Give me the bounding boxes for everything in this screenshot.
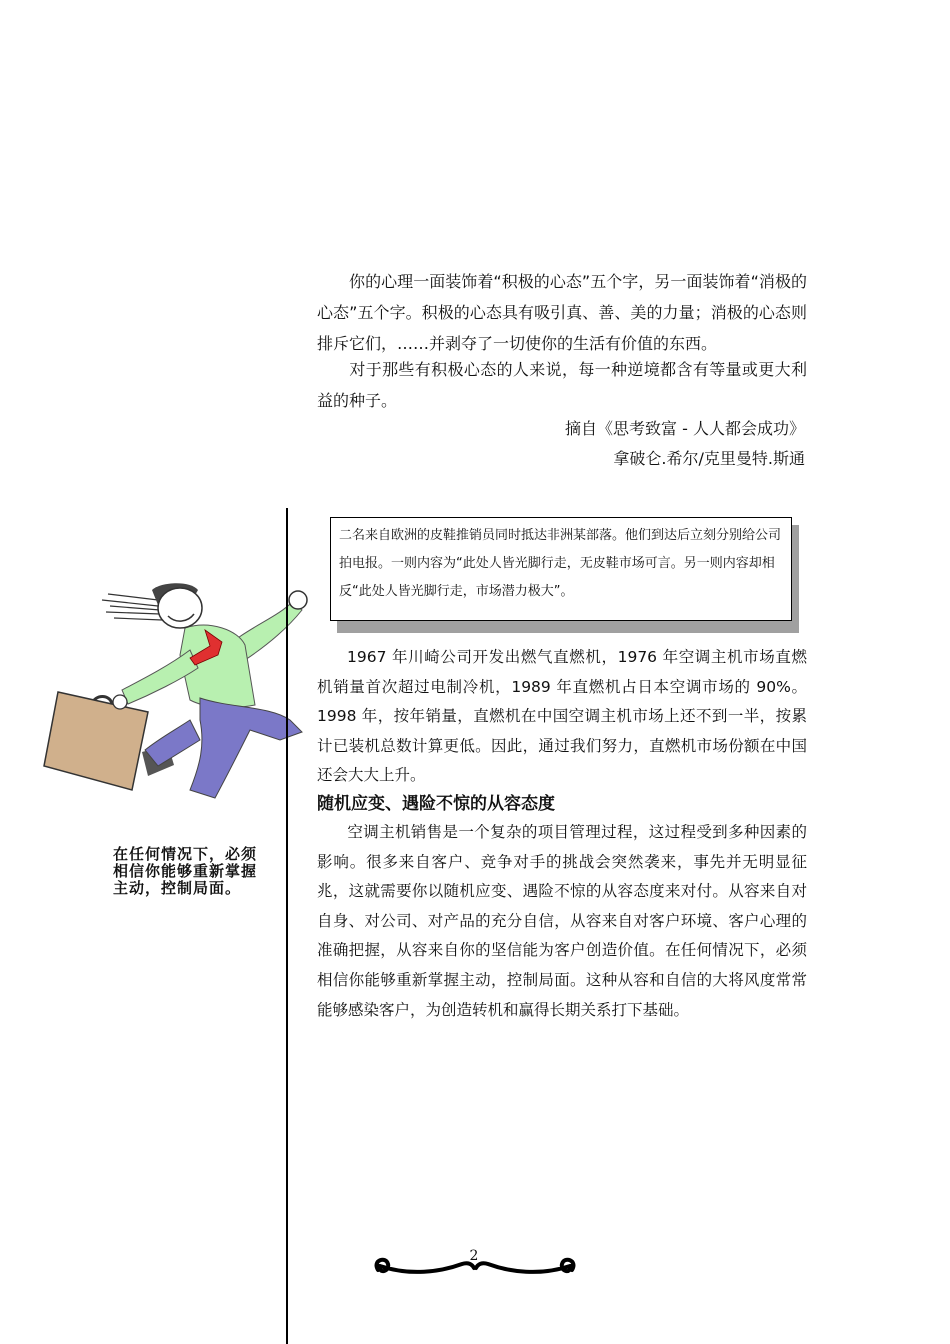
side-note: 在任何情况下，必须相信你能够重新掌握主动，控制局面。	[113, 845, 258, 897]
quote-author: 拿破仑.希尔/克里曼特.斯通	[613, 449, 805, 468]
market-paragraph: 1967 年川崎公司开发出燃气直燃机，1976 年空调主机市场直燃机销量首次超过电制冷机，1989 年直燃机占日本空调市场的 90%。1998 年，按年销量，直燃机在中国空调主机市场上还不到一半，按累计已装机总数计算更低。因此，通过我们努力，直燃机市场份额在中国还会大大上升。	[317, 648, 807, 785]
quote-source: 摘自《思考致富 - 人人都会成功》	[565, 419, 805, 438]
section-paragraph: 空调主机销售是一个复杂的项目管理过程，这过程受到多种因素的影响。很多来自客户、竞争对手的挑战会突然袭来，事先并无明显征兆，这就需要你以随机应变、遇险不惊的从容态度来对付。从容来自对自身、对公司、对产品的充分自信，从容来自对客户环境、客户心理的准确把握，从容来自你的坚信能为客户创造价值。在任何情况下，必须相信你能够重新掌握主动，控制局面。这种从容和自信的大将风度常常能够感染客户，为创造转机和赢得长期关系打下基础。	[317, 823, 807, 1019]
quote-paragraph-1: 你的心理一面装饰着“积极的心态”五个字，另一面装饰着“消极的心态”五个字。积极的心态具有吸引真、善、美的力量；消极的心态则排斥它们，……并剥夺了一切使你的生活有价值的东西。	[317, 272, 807, 353]
quote-paragraph-2: 对于那些有积极心态的人来说，每一种逆境都含有等量或更大利益的种子。	[317, 360, 807, 410]
page-number: 2	[469, 1248, 479, 1264]
section-title: 随机应变、遇险不惊的从容态度	[317, 794, 555, 814]
story-text: 二名来自欧洲的皮鞋推销员同时抵达非洲某部落。他们到达后立刻分别给公司拍电报。一则内容为“此处人皆光脚行走，无皮鞋市场可言。另一则内容却相反“此处人皆光脚行走，市场潜力极大”。	[339, 528, 782, 599]
vertical-divider	[286, 508, 288, 1344]
story-box	[330, 517, 792, 621]
